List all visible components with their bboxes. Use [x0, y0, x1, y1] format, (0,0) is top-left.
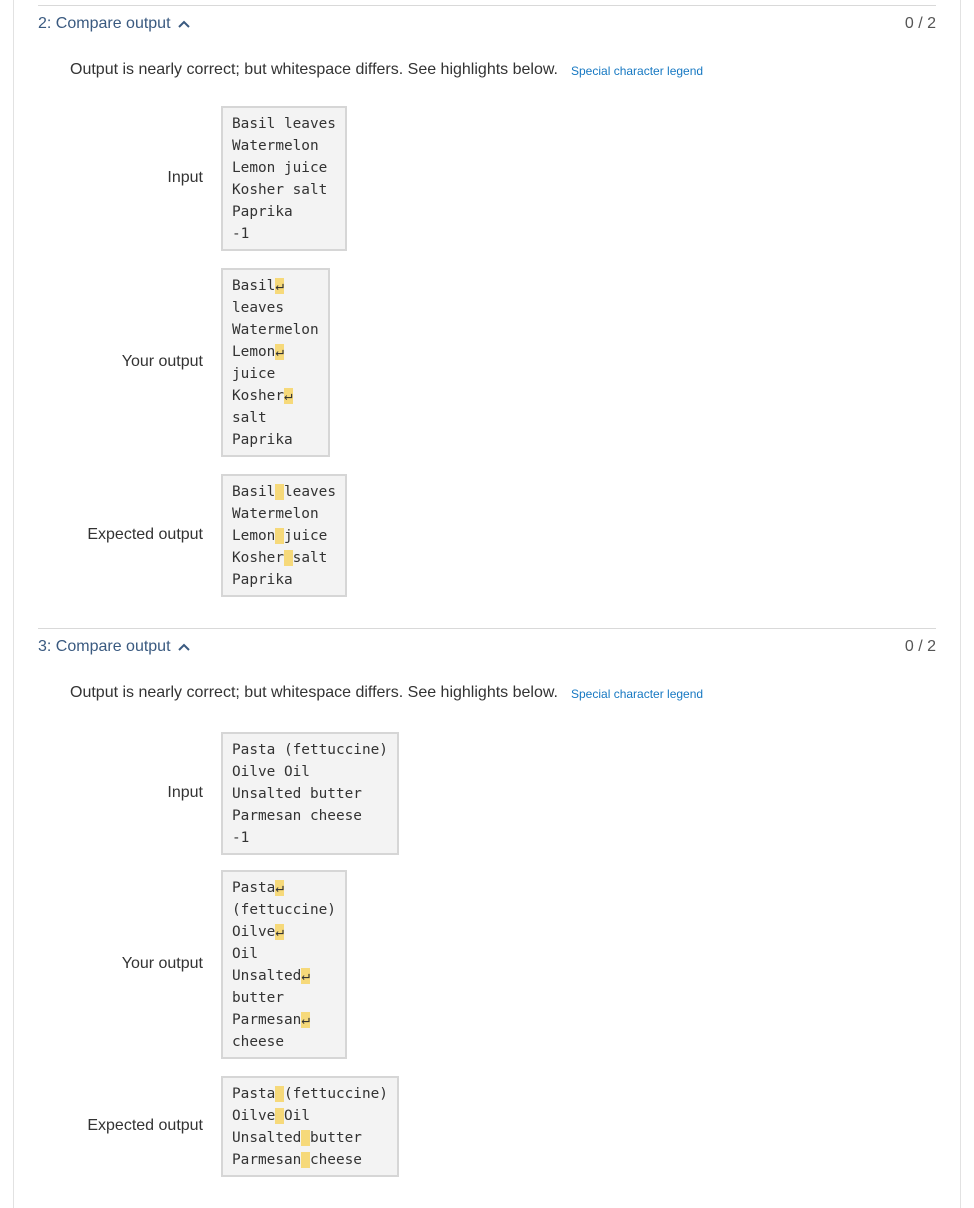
chevron-up-icon [177, 640, 191, 654]
return-arrow-icon: ↵ [275, 344, 284, 360]
output-line: Pasta (fettuccine) [232, 1086, 388, 1102]
output-line: Unsalted butter [232, 1130, 362, 1146]
output-line: Oil [232, 946, 258, 962]
output-line: -1 [232, 226, 250, 242]
space-highlight [301, 1130, 310, 1146]
output-line: Paprika [232, 432, 293, 448]
output-line: (fettuccine) [232, 902, 336, 918]
section-toggle[interactable] [38, 15, 191, 33]
space-highlight [275, 528, 284, 544]
output-line: Basil leaves [232, 116, 336, 132]
output-line: Lemon juice [232, 160, 328, 176]
your-output-box [221, 268, 330, 457]
return-arrow-icon: ↵ [275, 924, 284, 940]
output-line: Unsalted↵ [232, 968, 310, 984]
return-arrow-icon: ↵ [301, 1012, 310, 1028]
output-line: Oilve Oil [232, 1108, 310, 1124]
expected-output-label: Expected output [87, 526, 203, 543]
output-line: salt [232, 410, 267, 426]
chevron-up-icon [177, 17, 191, 31]
status-message: Output is nearly correct; but whitespace differs. See highlights below. [70, 61, 558, 78]
input-box [221, 106, 347, 251]
output-line: cheese [232, 1034, 284, 1050]
output-line: Parmesan cheese [232, 1152, 362, 1168]
section-title: 3: Compare output [38, 638, 171, 655]
score-badge: 0 / 2 [904, 15, 936, 32]
special-character-legend-link[interactable]: Special character legend [571, 64, 704, 78]
compare-output-section-2 [38, 5, 936, 605]
space-highlight [284, 550, 293, 566]
output-line: Unsalted butter [232, 786, 362, 802]
section-title: 2: Compare output [38, 15, 171, 32]
return-arrow-icon: ↵ [275, 880, 284, 896]
output-line: Parmesan cheese [232, 808, 362, 824]
expected-output-box [221, 474, 347, 597]
space-highlight [275, 1108, 284, 1124]
expected-output-label: Expected output [87, 1117, 203, 1134]
output-line: -1 [232, 830, 250, 846]
your-output-label: Your output [121, 353, 203, 370]
output-line: butter [232, 990, 284, 1006]
status-message: Output is nearly correct; but whitespace differs. See highlights below. [70, 684, 558, 701]
section-header [38, 638, 936, 660]
output-line: Paprika [232, 204, 293, 220]
output-line: Oilve↵ [232, 924, 284, 940]
expected-output-box [221, 1076, 399, 1177]
section-divider [38, 5, 936, 6]
output-line: Watermelon [232, 138, 319, 154]
output-line: Watermelon [232, 322, 319, 338]
score-badge: 0 / 2 [904, 638, 936, 655]
output-line: juice [232, 366, 276, 382]
output-line: Lemon juice [232, 528, 328, 544]
your-output-box [221, 870, 347, 1059]
output-line: Pasta↵ [232, 880, 284, 896]
section-divider [38, 628, 936, 629]
output-line: Watermelon [232, 506, 319, 522]
space-highlight [301, 1152, 310, 1168]
compare-output-section-3 [38, 628, 936, 1208]
your-output-label: Your output [121, 955, 203, 972]
output-line: Pasta (fettuccine) [232, 742, 388, 758]
output-line: Paprika [232, 572, 293, 588]
output-line: Kosher salt [232, 550, 328, 566]
section-header [38, 15, 936, 37]
section-toggle[interactable] [38, 638, 191, 656]
return-arrow-icon: ↵ [283, 388, 293, 404]
output-line: Parmesan↵ [232, 1012, 310, 1028]
output-line: Basil leaves [232, 484, 336, 500]
output-line: Basil↵ [232, 278, 284, 294]
output-line: Kosher↵ [232, 388, 293, 404]
input-box [221, 732, 399, 855]
output-line: Oilve Oil [232, 764, 310, 780]
return-arrow-icon: ↵ [275, 278, 284, 294]
output-line: leaves [232, 300, 284, 316]
return-arrow-icon: ↵ [301, 968, 310, 984]
output-line: Lemon↵ [232, 344, 284, 360]
input-label: Input [167, 784, 203, 801]
output-line: Kosher salt [232, 182, 328, 198]
special-character-legend-link[interactable]: Special character legend [571, 687, 704, 701]
results-panel [13, 0, 961, 1208]
space-highlight [275, 1086, 284, 1102]
input-label: Input [167, 169, 203, 186]
space-highlight [275, 484, 284, 500]
